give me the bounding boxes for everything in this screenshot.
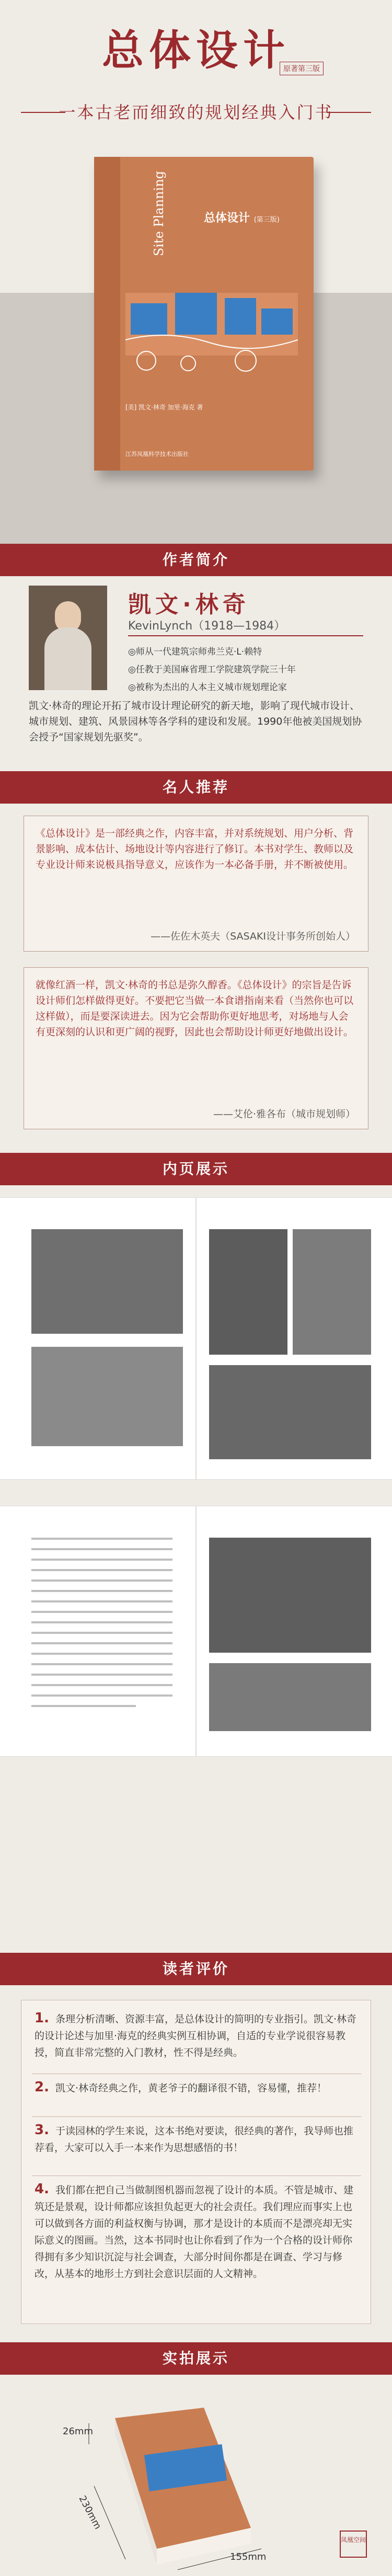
review-item-1 <box>34 2010 359 2061</box>
recommendation-text-1: 《总体设计》是一部经典之作，内容丰富，并对系统规划、用户分析、背景影响、成本估计、场地设计等内容进行了修订。本书对学生、教师以及专业设计师来说极具指导意义，应该作为一本必备手册，并不断被使用。 <box>36 828 354 871</box>
author-bullet-3: ◎被称为杰出的人本主义城市规划理论家 <box>128 682 287 693</box>
cover-building-blue-3 <box>225 298 256 335</box>
spread2-text-line <box>31 1600 172 1602</box>
cover-building-blue-1 <box>131 303 167 335</box>
author-lifespan: KevinLynch（1918—1984） <box>128 620 286 633</box>
section-recommend: 名人推荐 <box>0 771 392 804</box>
author-bullets <box>128 643 363 696</box>
section-real-photos: 实拍展示 <box>0 2342 392 2375</box>
book-title-cn <box>204 209 280 225</box>
spread-fold-1 <box>195 1198 197 1479</box>
spread2-text-line <box>31 1621 172 1623</box>
recommendation-sign-1: ——佐佐木英夫（SASAKI设计事务所创始人） <box>151 931 355 942</box>
spread2-text-line <box>31 1663 172 1665</box>
spread2-text-line <box>31 1559 172 1561</box>
book-title-en: Site Planning <box>152 170 166 256</box>
publisher-seal: 凤凰空间 <box>340 2531 367 2558</box>
spread2-photo-1 <box>209 1538 371 1653</box>
recommendation-box-1 <box>24 816 368 952</box>
spread2-text-line <box>31 1590 172 1592</box>
author-bullet-1: ◎师从一代建筑宗师弗兰克·L·赖特 <box>128 647 262 657</box>
spread2-text-line <box>31 1569 172 1571</box>
author-description: 凯文·林奇的理论开拓了城市设计理论研究的新天地，影响了现代城市设计、城市规划、建筑、风景园林等各学科的建设和发展。1990年他被美国规划协会授予“国家规划先驱奖”。 <box>29 700 362 743</box>
review-item-3 <box>34 2122 359 2156</box>
dim-length-label: 230mm <box>76 2494 103 2532</box>
spread2-text-line <box>31 1684 172 1686</box>
author-name: 凯文·林奇 <box>128 591 250 618</box>
spread2-text-line <box>31 1611 172 1613</box>
spread-fold-2 <box>195 1506 197 1756</box>
spread1-photo-5 <box>209 1365 371 1459</box>
book-publisher: 江苏凤凰科学技术出版社 <box>125 451 189 457</box>
author-photo-body <box>44 627 91 690</box>
dim-height-label: 26mm <box>63 2426 93 2437</box>
review-number-4: 4. <box>34 2181 49 2197</box>
spread2-text-line <box>31 1695 172 1697</box>
dim-width-label: 155mm <box>230 2551 267 2562</box>
spread2-photo-2 <box>209 1663 371 1731</box>
recommendation-sign-2: ——艾伦·雅各布（城市规划师） <box>213 1108 355 1120</box>
section-inner-pages: 内页展示 <box>0 1153 392 1185</box>
book-edition: (第三版) <box>253 216 280 224</box>
author-bullet-2: ◎任教于美国麻省理工学院建筑学院三十年 <box>128 665 296 675</box>
cover-illustration <box>125 261 298 382</box>
cover-tree-2 <box>181 356 195 371</box>
hero-title-wrap <box>0 25 392 75</box>
section-author-intro: 作者简介 <box>0 544 392 576</box>
spread1-photo-1 <box>31 1229 183 1334</box>
book-3d-photo <box>68 2402 293 2575</box>
book-cover <box>94 157 314 471</box>
review-text-1: 条理分析清晰、资源丰富，是总体设计的简明的专业指引。凯文·林奇的设计论述与加里·海克的经典实例互相协调，自适的专业学说很容易教授，简直非常完整的入门教材，性不得是经典。 <box>34 2013 357 2058</box>
spread2-text-line <box>31 1548 172 1550</box>
inner-spread-2 <box>0 1506 392 1757</box>
review-text-2: 凯文·林奇经典之作，黄老爷子的翻译很不错，容易懂，推荐！ <box>55 2082 327 2094</box>
book-author: [美] 凯文·林奇 加里·海克 著 <box>125 404 203 411</box>
spread2-text-line <box>31 1653 172 1655</box>
book-spine <box>94 157 120 471</box>
cover-building-blue-2 <box>175 293 217 335</box>
book-title-cn-text: 总体设计 <box>204 212 250 225</box>
author-rule <box>128 635 363 636</box>
edition-badge: 原著第三版 <box>280 62 324 75</box>
spread2-text-line <box>31 1642 172 1644</box>
review-divider <box>32 2116 361 2117</box>
cover-building-blue-4 <box>261 308 293 335</box>
review-text-4: 我们都在把自己当做制图机器而忽视了设计的本质。不管是城市、建筑还是景观，设计师都应该担负起更大的社会责任。我们理应而事实上也可以做到各方面的利益权衡与协调，那才是设计的本质而不是漂亮却无实际意义的图画。当然，这本书同时也让你看到了作为一个合格的设计师你得拥有多少知识沉淀与社会调查，大部分时间你都是在调查、学习与修改，从基本的地形土方到社会意识层面的人文精神。 <box>34 2184 354 2280</box>
recommendation-box-2 <box>24 967 368 1129</box>
review-item-2 <box>34 2079 359 2097</box>
recommendation-text-2: 就像红酒一样，凯文·林奇的书总是弥久醇香。《总体设计》的宗旨是告诉设计师们怎样做得更好。不要把它当做一本食谱指南来看（当然你也可以这样做），而是要深读进去。因为它会帮助你更好地思考，对场地与人会有更深刻的认识和更广阔的视野，因此也会帮助设计师更好地做出设计。 <box>36 979 354 1038</box>
review-number-2: 2. <box>34 2079 49 2095</box>
review-number-3: 3. <box>34 2122 49 2138</box>
hero-subtitle: 一本古老而细致的规划经典入门书 <box>59 102 333 122</box>
author-photo <box>29 586 107 690</box>
hero-title: 总体设计 <box>102 26 290 75</box>
spread1-photo-3 <box>209 1229 287 1355</box>
spread2-text-line <box>31 1538 172 1540</box>
inner-spread-1 <box>0 1197 392 1480</box>
review-number-1: 1. <box>34 2010 49 2026</box>
reviews-box <box>21 2000 371 2324</box>
section-reviews: 读者评价 <box>0 1953 392 1985</box>
spread1-photo-4 <box>293 1229 371 1355</box>
spread1-photo-2 <box>31 1347 183 1446</box>
review-item-4 <box>34 2181 359 2282</box>
review-text-3: 于读园林的学生来说，这本书绝对要读，很经典的著作，我导师也推荐看，大家可以入手一本来作为思想感悟的书！ <box>34 2125 354 2154</box>
spread2-text-line <box>31 1579 172 1582</box>
spread2-text-line <box>31 1705 136 1707</box>
spread2-text-line <box>31 1674 172 1676</box>
spread2-text-line <box>31 1632 172 1634</box>
